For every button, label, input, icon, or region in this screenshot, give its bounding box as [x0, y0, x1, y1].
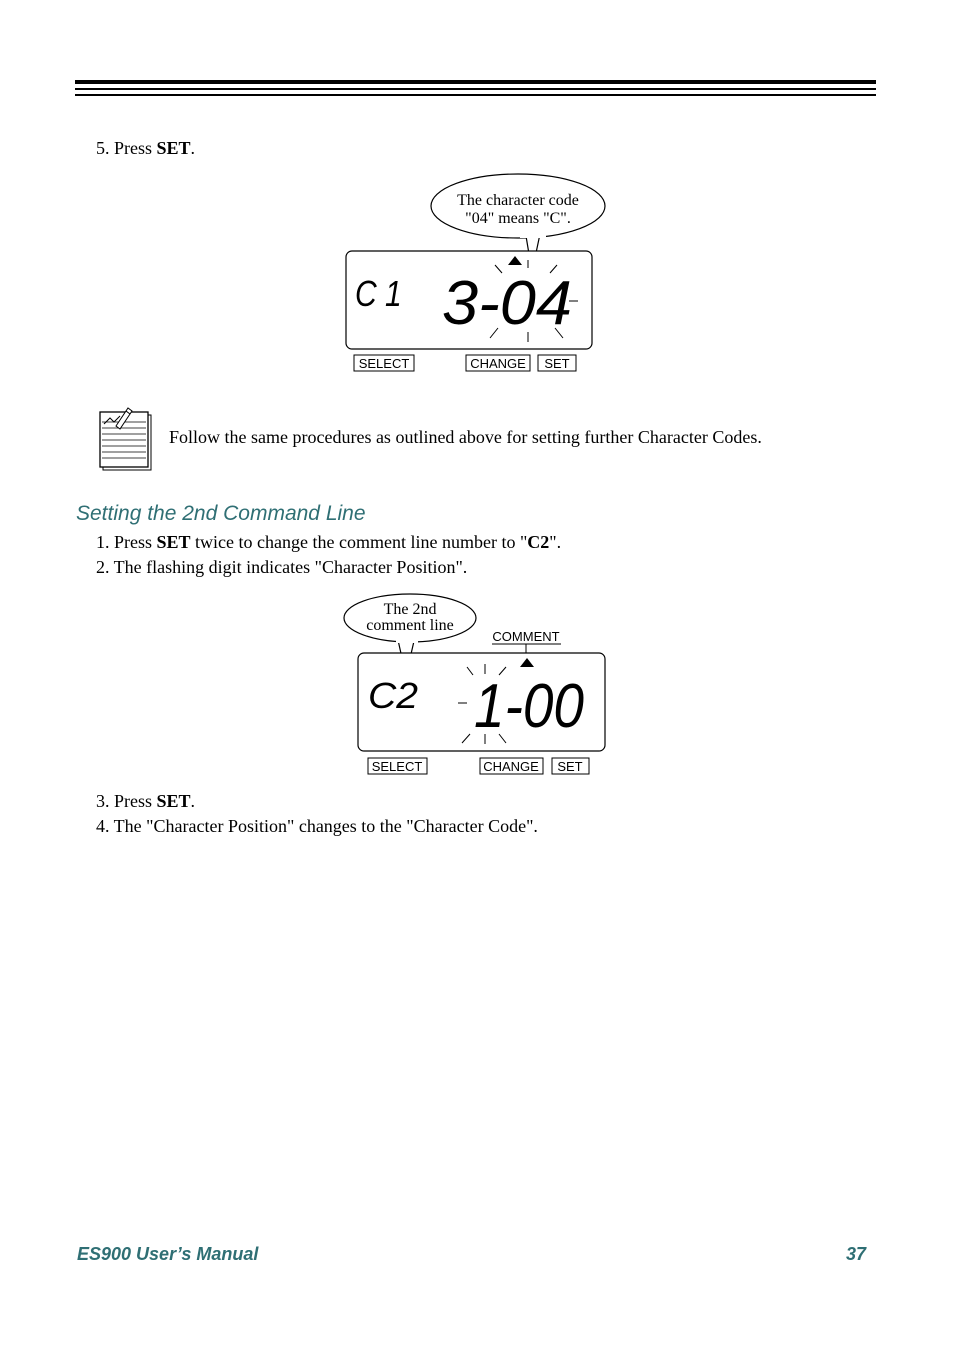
- step-1: [96, 531, 561, 553]
- step-1-code: C2: [527, 532, 550, 552]
- step-5-prefix: 5. Press: [96, 138, 157, 158]
- step-4: 4. The "Character Position" changes to the "Character Code".: [96, 816, 538, 836]
- step-2: 2. The flashing digit indicates "Character Position".: [96, 557, 468, 577]
- step-3: [96, 790, 195, 812]
- footer-title: ES900 User’s Manual: [77, 1244, 259, 1264]
- change-button-1-label: CHANGE: [470, 356, 526, 371]
- set-button-2-label: SET: [557, 759, 583, 774]
- set-button-1-label: SET: [544, 356, 570, 371]
- step-3-prefix: 3. Press: [96, 791, 157, 811]
- step-1-prefix: 1. Press: [96, 532, 157, 552]
- step-1-key: SET: [156, 532, 191, 552]
- step-1-middle: twice to change the comment line number to ": [190, 532, 528, 552]
- select-button-2[interactable]: [368, 758, 427, 774]
- callout-1-line-1: The character code: [457, 192, 579, 209]
- header-rule-thin: [75, 94, 876, 96]
- set-button-1[interactable]: [538, 355, 576, 371]
- callout-2-line-2: comment line: [366, 617, 454, 634]
- notepad-pencil-icon: [96, 404, 154, 472]
- lcd-1-line-number: C1: [355, 273, 410, 314]
- page-number: 37: [846, 1244, 867, 1264]
- note-text: Follow the same procedures as outlined above for setting further Character Codes.: [169, 427, 762, 447]
- lcd-1-main-digits: 3-04: [442, 269, 572, 338]
- section-heading: Setting the 2nd Command Line: [76, 502, 366, 525]
- select-button-1[interactable]: [354, 355, 414, 371]
- change-button-2-label: CHANGE: [483, 759, 539, 774]
- header-rule-middle: [75, 88, 876, 90]
- header-rule-thick: [75, 80, 876, 84]
- step-5-suffix: .: [190, 138, 196, 158]
- comment-label: COMMENT: [492, 629, 560, 644]
- callout-1-line-2: "04" means "C".: [465, 210, 571, 227]
- step-3-suffix: .: [190, 791, 196, 811]
- step-5-key: SET: [156, 138, 191, 158]
- lcd-display-2-figure: [340, 590, 612, 780]
- set-button-2[interactable]: [552, 758, 589, 774]
- change-button-1[interactable]: [466, 355, 530, 371]
- step-3-key: SET: [156, 791, 191, 811]
- step-5: [96, 137, 195, 159]
- select-button-2-label: SELECT: [371, 759, 423, 774]
- lcd-2-main-digits: 1-00: [474, 672, 584, 741]
- callout-2-line-1: The 2nd: [383, 601, 437, 618]
- step-1-suffix: ".: [549, 532, 562, 552]
- lcd-2-line-number: C2: [368, 675, 418, 716]
- select-button-1-label: SELECT: [358, 356, 410, 371]
- lcd-display-1-figure: [340, 172, 610, 377]
- change-button-2[interactable]: [480, 758, 543, 774]
